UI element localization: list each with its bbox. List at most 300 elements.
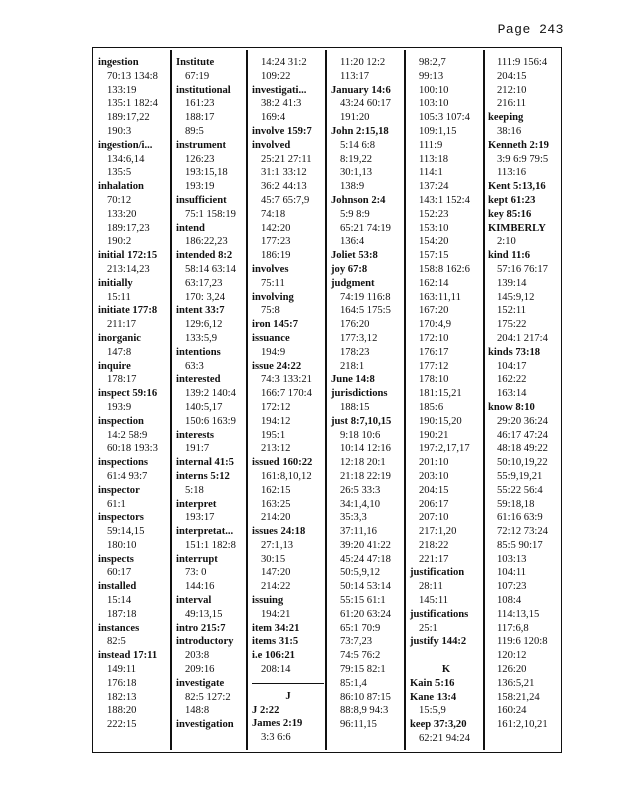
index-reference: 136:4 xyxy=(340,236,365,248)
index-reference: 99:13 xyxy=(419,70,444,82)
index-reference: 45:7 65:7,9 xyxy=(261,194,310,206)
index-reference: 193:17 xyxy=(185,512,215,524)
index-reference: 21:18 22:19 xyxy=(340,470,391,482)
index-reference: 213:14,23 xyxy=(107,263,150,275)
index-term: John 2:15,18 xyxy=(331,125,389,137)
index-reference: 160:24 xyxy=(497,705,527,717)
index-reference: 190:3 xyxy=(107,125,132,137)
index-reference: 61:16 63:9 xyxy=(497,512,543,524)
index-term: inspections xyxy=(98,457,149,469)
index-reference: 176:17 xyxy=(419,346,449,358)
index-reference: 35:3,3 xyxy=(340,512,367,524)
index-reference: 126:23 xyxy=(185,153,215,165)
column-divider xyxy=(404,50,406,750)
index-term: inspectors xyxy=(98,512,144,524)
index-reference: 162:15 xyxy=(261,484,291,496)
index-reference: 217:1,20 xyxy=(419,526,457,538)
index-term: interval xyxy=(176,595,212,607)
index-reference: 103:13 xyxy=(497,553,527,565)
index-reference: 163:14 xyxy=(497,388,527,400)
index-reference: 63:17,23 xyxy=(185,277,223,289)
index-reference: 70:13 134:8 xyxy=(107,70,158,82)
index-reference: 67:19 xyxy=(185,70,210,82)
index-reference: 194:12 xyxy=(261,415,291,427)
index-term: key 85:16 xyxy=(488,208,532,220)
index-reference: 50:5,9,12 xyxy=(340,567,381,579)
index-reference: 143:1 152:4 xyxy=(419,194,470,206)
index-reference: 14:24 31:2 xyxy=(261,57,307,68)
index-reference: 188:15 xyxy=(340,401,370,413)
index-reference: 100:10 xyxy=(419,84,449,96)
index-reference: 8:19,22 xyxy=(340,153,373,165)
index-reference: 62:21 94:24 xyxy=(419,733,470,745)
index-column-3 xyxy=(252,56,324,745)
column-divider xyxy=(325,50,327,750)
index-reference: 113:18 xyxy=(419,153,449,165)
index-term: issues 24:18 xyxy=(252,526,306,538)
index-reference: 38:16 xyxy=(497,125,522,137)
index-reference: 37:11,16 xyxy=(340,526,377,538)
index-reference: 65:1 70:9 xyxy=(340,622,381,634)
index-reference: 201:10 xyxy=(419,457,449,469)
index-reference: 28:11 xyxy=(419,581,443,593)
index-reference: 3:3 6:6 xyxy=(261,732,291,744)
index-reference: 180:10 xyxy=(107,539,137,551)
index-reference: 147:8 xyxy=(107,346,132,358)
index-reference: 176:20 xyxy=(340,319,370,331)
index-reference: 49:13,15 xyxy=(185,608,223,620)
index-reference: 25:21 27:11 xyxy=(261,153,312,165)
index-reference: 177:3,12 xyxy=(340,332,378,344)
index-reference: 29:20 36:24 xyxy=(497,415,548,427)
index-reference: 142:20 xyxy=(261,222,291,234)
index-reference: 109:1,15 xyxy=(419,125,457,137)
index-term: inspector xyxy=(98,484,140,496)
index-term: kept 61:23 xyxy=(488,194,536,206)
index-term: initial 172:15 xyxy=(98,250,158,262)
index-reference: 15:11 xyxy=(107,291,131,303)
index-reference: 145:11 xyxy=(419,595,449,607)
index-reference: 151:1 182:8 xyxy=(185,539,236,551)
index-reference: 218:1 xyxy=(340,360,365,372)
index-reference: 119:6 120:8 xyxy=(497,636,548,648)
index-term: issue 24:22 xyxy=(252,360,302,372)
index-reference: 59:18,18 xyxy=(497,498,535,510)
index-term: Institute xyxy=(176,57,215,68)
index-reference: 147:20 xyxy=(261,567,291,579)
index-reference: 111:9 xyxy=(419,139,443,151)
index-reference: 161:23 xyxy=(185,98,215,110)
index-reference: 139:14 xyxy=(497,277,527,289)
index-term: Joliet 53:8 xyxy=(331,250,378,262)
index-term: ingestion xyxy=(98,57,139,68)
index-reference: 5:14 6:8 xyxy=(340,139,376,151)
index-reference: 190:15,20 xyxy=(419,415,462,427)
index-reference: 61:20 63:24 xyxy=(340,608,391,620)
index-reference: 82:5 127:2 xyxy=(185,691,231,703)
index-reference: 194:21 xyxy=(261,608,291,620)
index-reference: 177:12 xyxy=(419,360,449,372)
index-reference: 74:3 133:21 xyxy=(261,374,312,386)
index-reference: 187:18 xyxy=(107,608,137,620)
index-reference: 104:11 xyxy=(497,567,527,579)
index-term: instead 17:11 xyxy=(98,650,158,662)
index-reference: 85:5 90:17 xyxy=(497,539,543,551)
index-reference: 197:2,17,17 xyxy=(419,443,470,455)
index-reference: 59:14,15 xyxy=(107,526,145,538)
index-reference: 204:15 xyxy=(419,484,449,496)
index-reference: 189:17,23 xyxy=(107,222,150,234)
index-reference: 133:19 xyxy=(107,84,137,96)
index-term: interested xyxy=(176,374,221,386)
index-reference: 61:4 93:7 xyxy=(107,470,148,482)
index-reference: 188:17 xyxy=(185,112,215,124)
index-reference: 176:18 xyxy=(107,677,137,689)
index-reference: 9:18 10:6 xyxy=(340,429,381,441)
index-term: Johnson 2:4 xyxy=(331,194,386,206)
index-term: intro 215:7 xyxy=(176,622,226,634)
index-reference: 194:9 xyxy=(261,346,286,358)
index-reference: 36:2 44:13 xyxy=(261,181,307,193)
index-term: intended 8:2 xyxy=(176,250,233,262)
index-reference: 189:17,22 xyxy=(107,112,150,124)
index-term: instances xyxy=(98,622,140,634)
index-reference: 72:12 73:24 xyxy=(497,526,548,538)
index-reference: 46:17 47:24 xyxy=(497,429,548,441)
index-reference: 163:25 xyxy=(261,498,291,510)
column-divider xyxy=(483,50,485,750)
index-reference: 96:11,15 xyxy=(340,719,377,731)
index-reference: 221:17 xyxy=(419,553,449,565)
index-reference: 188:20 xyxy=(107,705,137,717)
index-reference: 178:10 xyxy=(419,374,449,386)
index-term: issued 160:22 xyxy=(252,457,313,469)
index-term: installed xyxy=(98,581,137,593)
index-reference: 211:17 xyxy=(107,319,137,331)
index-term: kind 11:6 xyxy=(488,250,531,262)
index-reference: 2:10 xyxy=(497,236,516,248)
index-term: items 31:5 xyxy=(252,636,299,648)
index-reference: 74:5 76:2 xyxy=(340,650,381,662)
index-column-2 xyxy=(176,56,244,732)
index-reference: 186:19 xyxy=(261,250,291,262)
index-reference: 178:23 xyxy=(340,346,370,358)
index-reference: 208:14 xyxy=(261,664,291,676)
index-reference: 162:22 xyxy=(497,374,527,386)
index-term: interests xyxy=(176,429,215,441)
index-reference: 10:14 12:16 xyxy=(340,443,391,455)
index-reference: 218:22 xyxy=(419,539,449,551)
index-term: inspection xyxy=(98,415,144,427)
index-reference: 74:18 xyxy=(261,208,286,220)
index-reference: 212:10 xyxy=(497,84,527,96)
index-term: James 2:19 xyxy=(252,718,303,730)
index-reference: 15:5,9 xyxy=(419,705,446,717)
index-reference: 158:8 162:6 xyxy=(419,263,470,275)
index-reference: 158:21,24 xyxy=(497,691,540,703)
index-reference: 169:4 xyxy=(261,112,286,124)
index-reference: 73: 0 xyxy=(185,567,207,579)
index-reference: 170: 3,24 xyxy=(185,291,226,303)
index-reference: 74:19 116:8 xyxy=(340,291,391,303)
index-reference: 149:11 xyxy=(107,664,137,676)
index-term: keep 37:3,20 xyxy=(410,719,467,731)
index-reference: 185:6 xyxy=(419,401,444,413)
column-divider xyxy=(170,50,172,750)
index-term: investigati... xyxy=(252,84,307,96)
index-term: J 2:22 xyxy=(252,704,280,716)
index-reference: 203:10 xyxy=(419,470,449,482)
index-reference: 163:11,11 xyxy=(419,291,461,303)
index-term: intent 33:7 xyxy=(176,305,225,317)
index-column-4 xyxy=(331,56,403,732)
index-reference: 111:9 156:4 xyxy=(497,57,548,68)
index-term: justifications xyxy=(410,608,469,620)
index-reference: 133:20 xyxy=(107,208,137,220)
index-reference: 103:10 xyxy=(419,98,449,110)
index-reference: 61:1 xyxy=(107,498,126,510)
index-term: joy 67:8 xyxy=(331,263,368,275)
index-reference: 191:7 xyxy=(185,443,210,455)
section-rule xyxy=(252,683,324,690)
index-reference: 63:3 xyxy=(185,360,204,372)
index-term: issuance xyxy=(252,332,290,344)
index-reference: 204:1 217:4 xyxy=(497,332,548,344)
index-reference: 25:1 xyxy=(419,622,438,634)
index-column-6 xyxy=(488,56,560,732)
index-reference: 207:10 xyxy=(419,512,449,524)
index-reference: 38:2 41:3 xyxy=(261,98,302,110)
index-column-1 xyxy=(98,56,168,732)
index-reference: 177:23 xyxy=(261,236,291,248)
index-reference: 105:3 107:4 xyxy=(419,112,470,124)
index-reference: 140:5,17 xyxy=(185,401,223,413)
index-reference: 136:5,21 xyxy=(497,677,535,689)
index-reference: 75:11 xyxy=(261,277,285,289)
index-term: June 14:8 xyxy=(331,374,375,386)
index-term: investigate xyxy=(176,677,225,689)
index-term: issuing xyxy=(252,595,284,607)
index-reference: 55:22 56:4 xyxy=(497,484,543,496)
index-reference: 60:17 xyxy=(107,567,132,579)
index-reference: 70:12 xyxy=(107,194,132,206)
index-term: involve 159:7 xyxy=(252,125,312,137)
section-letter: J xyxy=(285,690,291,702)
index-reference: 209:16 xyxy=(185,664,215,676)
index-term: interrupt xyxy=(176,553,218,565)
index-term: jurisdictions xyxy=(331,388,388,400)
index-reference: 135:1 182:4 xyxy=(107,98,158,110)
index-reference: 82:5 xyxy=(107,636,126,648)
index-term: inspect 59:16 xyxy=(98,388,158,400)
index-term: interpret xyxy=(176,498,217,510)
index-reference: 214:22 xyxy=(261,581,291,593)
section-letter: K xyxy=(441,664,451,676)
index-term: inorganic xyxy=(98,332,141,344)
index-reference: 167:20 xyxy=(419,305,449,317)
index-term: judgment xyxy=(331,277,375,289)
index-reference: 14:2 58:9 xyxy=(107,429,148,441)
index-reference: 117:6,8 xyxy=(497,622,529,634)
index-reference: 206:17 xyxy=(419,498,449,510)
index-reference: 39:20 41:22 xyxy=(340,539,391,551)
index-reference: 126:20 xyxy=(497,664,527,676)
index-reference: 50:14 53:14 xyxy=(340,581,391,593)
index-reference: 113:17 xyxy=(340,70,370,82)
index-term: instrument xyxy=(176,139,227,151)
index-term: institutional xyxy=(176,84,231,96)
index-reference: 138:9 xyxy=(340,181,365,193)
index-reference: 222:15 xyxy=(107,719,137,731)
index-reference: 50:10,19,22 xyxy=(497,457,548,469)
index-term: Kane 13:4 xyxy=(410,691,457,703)
index-reference: 193:15,18 xyxy=(185,167,228,179)
index-reference: 11:20 12:2 xyxy=(340,57,386,68)
index-reference: 113:16 xyxy=(497,167,527,179)
index-term: just 8:7,10,15 xyxy=(331,415,392,427)
index-term: intend xyxy=(176,222,205,234)
index-term: kinds 73:18 xyxy=(488,346,541,358)
index-reference: 98:2,7 xyxy=(419,57,446,68)
index-reference: 186:22,23 xyxy=(185,236,228,248)
index-term: know 8:10 xyxy=(488,401,535,413)
index-reference: 133:5,9 xyxy=(185,332,218,344)
index-reference: 153:10 xyxy=(419,222,449,234)
index-reference: 60:18 193:3 xyxy=(107,443,158,455)
index-reference: 15:14 xyxy=(107,595,132,607)
index-reference: 203:8 xyxy=(185,650,210,662)
index-reference: 114:13,15 xyxy=(497,608,540,620)
index-term: introductory xyxy=(176,636,234,648)
index-reference: 182:13 xyxy=(107,691,137,703)
index-reference: 26:5 33:3 xyxy=(340,484,381,496)
index-term: ingestion/i... xyxy=(98,139,153,151)
index-reference: 162:14 xyxy=(419,277,449,289)
index-reference: 107:23 xyxy=(497,581,527,593)
index-reference: 75:1 158:19 xyxy=(185,208,236,220)
index-reference: 148:8 xyxy=(185,705,210,717)
index-reference: 175:22 xyxy=(497,319,527,331)
index-reference: 75:8 xyxy=(261,305,280,317)
index-reference: 150:6 163:9 xyxy=(185,415,236,427)
page-number: Page 243 xyxy=(497,22,564,37)
index-reference: 195:1 xyxy=(261,429,286,441)
index-reference: 157:15 xyxy=(419,250,449,262)
index-term: initially xyxy=(98,277,133,289)
index-reference: 30:15 xyxy=(261,553,286,565)
index-reference: 154:20 xyxy=(419,236,449,248)
index-reference: 144:16 xyxy=(185,581,215,593)
index-reference: 178:17 xyxy=(107,374,137,386)
index-term: involves xyxy=(252,263,289,275)
index-term: interns 5:12 xyxy=(176,470,230,482)
index-reference: 190:21 xyxy=(419,429,449,441)
index-term: initiate 177:8 xyxy=(98,305,158,317)
index-term: justify 144:2 xyxy=(410,636,467,648)
index-reference: 55:9,19,21 xyxy=(497,470,543,482)
index-reference: 79:15 82:1 xyxy=(340,664,386,676)
index-reference: 214:20 xyxy=(261,512,291,524)
index-reference: 12:18 20:1 xyxy=(340,457,386,469)
index-reference: 55:15 61:1 xyxy=(340,595,386,607)
index-reference: 5:18 xyxy=(185,484,204,496)
index-reference: 137:24 xyxy=(419,181,449,193)
index-reference: 108:4 xyxy=(497,595,522,607)
index-reference: 57:16 76:17 xyxy=(497,263,548,275)
index-reference: 27:1,13 xyxy=(261,539,294,551)
index-term: intentions xyxy=(176,346,221,358)
index-reference: 104:17 xyxy=(497,360,527,372)
index-reference: 85:1,4 xyxy=(340,677,367,689)
index-reference: 172:10 xyxy=(419,332,449,344)
index-reference: 161:8,10,12 xyxy=(261,470,312,482)
index-reference: 5:9 8:9 xyxy=(340,208,370,220)
index-term: iron 145:7 xyxy=(252,319,299,331)
index-reference: 204:15 xyxy=(497,70,527,82)
index-reference: 139:2 140:4 xyxy=(185,388,236,400)
index-reference: 152:11 xyxy=(497,305,527,317)
index-term: inspects xyxy=(98,553,134,565)
index-term: justification xyxy=(410,567,465,579)
index-term: involved xyxy=(252,139,291,151)
index-reference: 135:5 xyxy=(107,167,132,179)
index-reference: 45:24 47:18 xyxy=(340,553,391,565)
index-reference: 193:9 xyxy=(107,401,132,413)
index-reference: 31:1 33:12 xyxy=(261,167,307,179)
index-reference: 172:12 xyxy=(261,401,291,413)
index-reference: 58:14 63:14 xyxy=(185,263,236,275)
index-reference: 216:11 xyxy=(497,98,527,110)
index-term: interpretat... xyxy=(176,526,234,538)
column-divider xyxy=(246,50,248,750)
index-reference: 152:23 xyxy=(419,208,449,220)
index-term: inquire xyxy=(98,360,131,372)
index-reference: 129:6,12 xyxy=(185,319,223,331)
index-reference: 213:12 xyxy=(261,443,291,455)
index-reference: 161:2,10,21 xyxy=(497,719,548,731)
index-reference: 170:4,9 xyxy=(419,319,452,331)
index-reference: 43:24 60:17 xyxy=(340,98,391,110)
index-reference: 3:9 6:9 79:5 xyxy=(497,153,549,165)
index-reference: 88:8,9 94:3 xyxy=(340,705,389,717)
index-reference: 89:5 xyxy=(185,125,204,137)
spacer xyxy=(410,649,482,663)
index-reference: 166:7 170:4 xyxy=(261,388,312,400)
index-term: insufficient xyxy=(176,194,227,206)
index-reference: 109:22 xyxy=(261,70,291,82)
index-reference: 120:12 xyxy=(497,650,527,662)
index-reference: 114:1 xyxy=(419,167,443,179)
index-column-5 xyxy=(410,56,482,746)
index-reference: 134:6,14 xyxy=(107,153,145,165)
index-reference: 30:1,13 xyxy=(340,167,373,179)
index-term: involving xyxy=(252,291,294,303)
index-reference: 65:21 74:19 xyxy=(340,222,391,234)
index-reference: 191:20 xyxy=(340,112,370,124)
index-term: investigation xyxy=(176,719,234,731)
index-reference: 48:18 49:22 xyxy=(497,443,548,455)
index-term: Kain 5:16 xyxy=(410,677,455,689)
index-term: i.e 106:21 xyxy=(252,650,295,662)
index-reference: 34:1,4,10 xyxy=(340,498,381,510)
index-term: internal 41:5 xyxy=(176,457,234,469)
index-term: Kent 5:13,16 xyxy=(488,181,546,193)
index-term: keeping xyxy=(488,112,524,124)
index-reference: 193:19 xyxy=(185,181,215,193)
index-term: KIMBERLY xyxy=(488,222,546,234)
index-reference: 164:5 175:5 xyxy=(340,305,391,317)
index-term: January 14:6 xyxy=(331,84,391,96)
